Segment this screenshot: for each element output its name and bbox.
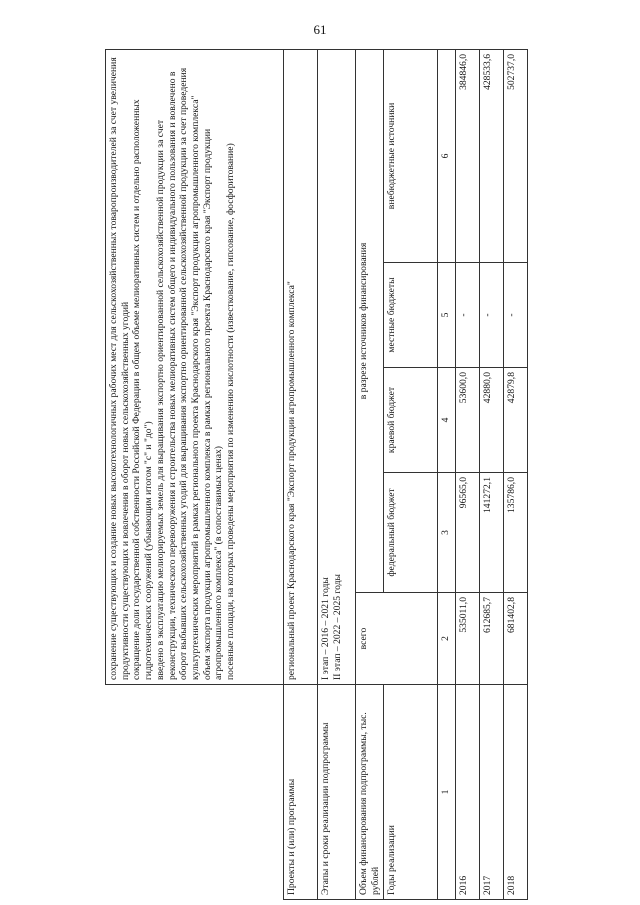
federal-cell: 135786,0 <box>504 473 528 593</box>
column-number: 2 <box>438 593 456 685</box>
projects-label: Проекты и (или) программы <box>284 685 318 900</box>
column-number: 1 <box>438 685 456 900</box>
rotated-table-block <box>105 50 525 900</box>
local-cell: - <box>456 263 480 368</box>
total-header: всего <box>356 593 438 685</box>
year-cell: 2017 <box>480 685 504 900</box>
regional-cell: 42880,0 <box>480 368 504 473</box>
targets-text: сохранение существующих и создание новых высокотехнологичных рабочих мест для сельскохозяйственных товаропроизводителей за счет увеличения продуктивности существующих и вовлечения в оборот новых сельскохозяйственных угодий сокращение доли государственной собственности Российской Федерации в общем объеме мелиоративных систем и отдельно расположенных гидротехнических сооружений (убывающим итогом "с" и "до") введено в эксплуатацию мелиорируемых земель для выращивания экспортно ориентированной сельскохозяйственной продукции за счет реконструкции, технического перевооружения и строительства новых мелиоративных систем общего и индивидуального пользования и вовлечено в оборот выбывших сельскохозяйственных угодий для выращивания экспортно ориентированной сельскохозяйственной продукции за счет проведения культуртехнических мероприятий в рамках регионального проекта Краснодарского края "Экспорт продукции агропромышленного комплекса" объем экспорта продукции агропромышленного комплекса в рамках регионального проекта Краснодарского края "Экспорт продукции агропромышленного комплекса" (в сопоставимых ценах) посевные площади, на которых проведены мероприятия по изменению кислотности (известкование, гипсование, фосфоритование) <box>106 49 284 684</box>
federal-cell: 96565,0 <box>456 473 480 593</box>
finance-label: Объем финансирования подпрограммы, тыс. рублей <box>356 685 384 900</box>
projects-row <box>284 49 318 899</box>
table-row <box>480 49 504 899</box>
targets-row <box>106 49 284 899</box>
total-cell: 681402,8 <box>504 593 528 685</box>
projects-value: региональный проект Краснодарского края "Экспорт продукции агропромышленного комплекса" <box>284 49 318 684</box>
extra-header: внебюджетные источники <box>384 49 438 262</box>
total-cell: 535011,0 <box>456 593 480 685</box>
extra-cell: 384846,0 <box>456 49 480 262</box>
extra-cell: 502737,0 <box>504 49 528 262</box>
table-row <box>456 49 480 899</box>
year-cell: 2016 <box>456 685 480 900</box>
extra-cell: 428533,6 <box>480 49 504 262</box>
regional-header: краевой бюджет <box>384 368 438 473</box>
column-number: 5 <box>438 263 456 368</box>
targets-label-cell <box>106 685 284 900</box>
column-number: 4 <box>438 368 456 473</box>
column-number: 3 <box>438 473 456 593</box>
local-header: местные бюджеты <box>384 263 438 368</box>
subprogram-passport-table <box>105 49 528 900</box>
year-cell: 2018 <box>504 685 528 900</box>
finance-row <box>356 49 384 899</box>
column-number: 6 <box>438 49 456 262</box>
federal-cell: 141272,1 <box>480 473 504 593</box>
table-row <box>504 49 528 899</box>
federal-header: федеральный бюджет <box>384 473 438 593</box>
years-header: Годы реализации <box>384 685 438 900</box>
regional-cell: 42879,8 <box>504 368 528 473</box>
stages-row <box>318 49 356 899</box>
local-cell: - <box>504 263 528 368</box>
stages-value: I этап – 2016 – 2021 годы II этап – 2022 – 2025 годы <box>318 49 356 684</box>
stages-label: Этапы и сроки реализации подпрограммы <box>318 685 356 900</box>
sources-header: в разрезе источников финансирования <box>356 49 384 592</box>
local-cell: - <box>480 263 504 368</box>
page-number: 61 <box>313 22 327 37</box>
regional-cell: 53600,0 <box>456 368 480 473</box>
finance-subheader-row <box>384 49 438 899</box>
total-cell: 612685,7 <box>480 593 504 685</box>
column-numbers-row <box>438 49 456 899</box>
